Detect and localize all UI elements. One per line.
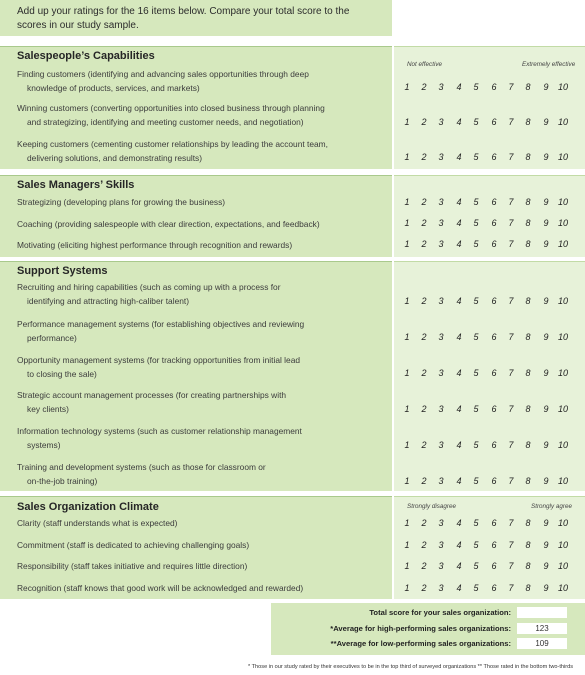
rating-option-8[interactable]: 8 (525, 239, 531, 249)
rating-option-10[interactable]: 10 (557, 583, 568, 593)
rating-option-1[interactable]: 1 (404, 404, 410, 414)
rating-option-6[interactable]: 6 (491, 197, 497, 207)
rating-option-1[interactable]: 1 (404, 117, 410, 127)
item-training-development: Training and development systems (such as those for classroom or on-the-job training) (17, 462, 266, 486)
rating-option-10[interactable]: 10 (557, 440, 568, 450)
rating-option-7[interactable]: 7 (508, 561, 514, 571)
item-finding-customers: Finding customers (identifying and advancing sales opportunities through deep knowledge of products, services, and markets) (17, 69, 309, 93)
rating-option-10[interactable]: 10 (557, 540, 568, 550)
instructions (0, 0, 392, 36)
rating-option-9[interactable]: 9 (543, 239, 549, 249)
rating-option-4[interactable]: 4 (456, 218, 462, 228)
rating-scale[interactable] (399, 368, 577, 382)
rating-option-10[interactable]: 10 (557, 404, 568, 414)
rating-option-5[interactable]: 5 (473, 561, 479, 571)
rating-option-4[interactable]: 4 (456, 518, 462, 528)
rating-option-1[interactable]: 1 (404, 296, 410, 306)
rating-option-9[interactable]: 9 (543, 518, 549, 528)
item-performance-management: Performance management systems (for establishing objectives and reviewing performance) (17, 319, 305, 343)
rating-option-9[interactable]: 9 (543, 218, 549, 228)
rating-option-1[interactable]: 1 (404, 368, 410, 378)
rating-option-3[interactable]: 3 (438, 82, 444, 92)
section-title: Sales Managers’ Skills (17, 179, 135, 191)
rating-option-9[interactable]: 9 (543, 404, 549, 414)
rating-option-6[interactable]: 6 (491, 332, 497, 342)
rating-option-5[interactable]: 5 (473, 518, 479, 528)
rating-option-7[interactable]: 7 (508, 518, 514, 528)
rating-option-2[interactable]: 2 (421, 332, 427, 342)
rating-option-9[interactable]: 9 (543, 476, 549, 486)
rating-option-9[interactable]: 9 (543, 583, 549, 593)
item-information-technology: Information technology systems (such as customer relationship management systems) (17, 426, 302, 450)
rating-option-2[interactable]: 2 (421, 82, 427, 92)
rating-option-9[interactable]: 9 (543, 296, 549, 306)
rating-option-9[interactable]: 9 (543, 197, 549, 207)
rating-option-4[interactable]: 4 (456, 368, 462, 378)
scale-low-label: Strongly disagree (407, 503, 457, 510)
rating-option-1[interactable]: 1 (404, 518, 410, 528)
rating-option-2[interactable]: 2 (421, 518, 427, 528)
rating-option-4[interactable]: 4 (456, 117, 462, 127)
rating-option-4[interactable]: 4 (456, 476, 462, 486)
item-commitment: Commitment (staff is dedicated to achieving challenging goals) (17, 540, 250, 550)
rating-option-3[interactable]: 3 (438, 561, 444, 571)
rating-option-7[interactable]: 7 (508, 440, 514, 450)
rating-option-2[interactable]: 2 (421, 440, 427, 450)
rating-scale[interactable] (399, 296, 577, 310)
rating-option-10[interactable]: 10 (557, 239, 568, 249)
rating-option-4[interactable]: 4 (456, 332, 462, 342)
rating-option-1[interactable]: 1 (404, 561, 410, 571)
rating-option-7[interactable]: 7 (508, 218, 514, 228)
item-responsibility: Responsibility (staff takes initiative and requires little direction) (17, 561, 248, 571)
rating-option-6[interactable]: 6 (491, 518, 497, 528)
rating-option-8[interactable]: 8 (525, 368, 531, 378)
rating-option-6[interactable]: 6 (491, 117, 497, 127)
rating-option-8[interactable]: 8 (525, 296, 531, 306)
rating-scale[interactable] (399, 518, 577, 532)
rating-option-3[interactable]: 3 (438, 197, 444, 207)
rating-option-6[interactable]: 6 (491, 82, 497, 92)
rating-option-3[interactable]: 3 (438, 117, 444, 127)
rating-option-1[interactable]: 1 (404, 440, 410, 450)
rating-scale[interactable] (399, 561, 577, 575)
rating-option-4[interactable]: 4 (456, 197, 462, 207)
rating-option-6[interactable]: 6 (491, 296, 497, 306)
rating-option-10[interactable]: 10 (557, 82, 568, 92)
rating-option-4[interactable]: 4 (456, 239, 462, 249)
rating-option-4[interactable]: 4 (456, 404, 462, 414)
rating-option-1[interactable]: 1 (404, 197, 410, 207)
section-title: Sales Organization Climate (17, 501, 159, 513)
rating-scale[interactable] (399, 82, 577, 96)
rating-option-4[interactable]: 4 (456, 296, 462, 306)
rating-option-2[interactable]: 2 (421, 583, 427, 593)
rating-option-6[interactable]: 6 (491, 368, 497, 378)
rating-option-4[interactable]: 4 (456, 152, 462, 162)
rating-option-3[interactable]: 3 (438, 404, 444, 414)
rating-option-2[interactable]: 2 (421, 296, 427, 306)
item-strategic-account-management: Strategic account management processes (for creating partnerships with key clients) (17, 390, 287, 414)
rating-option-5[interactable]: 5 (473, 197, 479, 207)
section-salespeople-capabilities (0, 44, 585, 169)
rating-option-8[interactable]: 8 (525, 404, 531, 414)
rating-option-7[interactable]: 7 (508, 197, 514, 207)
rating-option-10[interactable]: 10 (557, 218, 568, 228)
rating-scale[interactable] (399, 583, 577, 597)
item-winning-customers: Winning customers (converting opportunities into closed business through planning and strategizing, identifying and meeting customer needs, and negotiation) (17, 103, 325, 127)
rating-option-6[interactable]: 6 (491, 540, 497, 550)
rating-option-10[interactable]: 10 (557, 561, 568, 571)
rating-scale[interactable] (399, 332, 577, 346)
rating-option-1[interactable]: 1 (404, 239, 410, 249)
rating-option-8[interactable]: 8 (525, 82, 531, 92)
total-score-field[interactable] (517, 607, 567, 618)
rating-option-10[interactable]: 10 (557, 332, 568, 342)
rating-option-8[interactable]: 8 (525, 218, 531, 228)
rating-option-9[interactable]: 9 (543, 561, 549, 571)
rating-option-8[interactable]: 8 (525, 197, 531, 207)
rating-option-10[interactable]: 10 (557, 152, 568, 162)
rating-option-8[interactable]: 8 (525, 583, 531, 593)
rating-option-7[interactable]: 7 (508, 540, 514, 550)
rating-option-4[interactable]: 4 (456, 440, 462, 450)
score-totals (271, 603, 585, 655)
rating-option-3[interactable]: 3 (438, 518, 444, 528)
rating-option-9[interactable]: 9 (543, 117, 549, 127)
rating-option-2[interactable]: 2 (421, 368, 427, 378)
rating-option-5[interactable]: 5 (473, 332, 479, 342)
high-performing-average-row (271, 622, 585, 636)
rating-option-10[interactable]: 10 (557, 197, 568, 207)
rating-option-4[interactable]: 4 (456, 82, 462, 92)
rating-option-10[interactable]: 10 (557, 117, 568, 127)
rating-scale[interactable] (399, 197, 577, 211)
rating-option-3[interactable]: 3 (438, 583, 444, 593)
rating-scale[interactable] (399, 404, 577, 418)
rating-option-6[interactable]: 6 (491, 440, 497, 450)
low-performing-average-value: 109 (517, 638, 567, 649)
rating-option-1[interactable]: 1 (404, 82, 410, 92)
high-performing-average-value: 123 (517, 623, 567, 634)
total-score-label: Total score for your sales organization: (369, 608, 511, 617)
rating-option-5[interactable]: 5 (473, 404, 479, 414)
rating-option-3[interactable]: 3 (438, 476, 444, 486)
rating-option-7[interactable]: 7 (508, 117, 514, 127)
rating-option-2[interactable]: 2 (421, 218, 427, 228)
section-title: Support Systems (17, 265, 108, 277)
rating-option-5[interactable]: 5 (473, 296, 479, 306)
rating-option-6[interactable]: 6 (491, 561, 497, 571)
rating-option-7[interactable]: 7 (508, 583, 514, 593)
rating-option-3[interactable]: 3 (438, 368, 444, 378)
scale-high-label: Strongly agree (531, 503, 572, 510)
total-score-row (271, 606, 585, 620)
rating-option-1[interactable]: 1 (404, 540, 410, 550)
instructions-line-1: Add up your ratings for the 16 items below. Compare your total score to the (17, 6, 350, 17)
rating-scale[interactable] (399, 239, 577, 253)
rating-option-1[interactable]: 1 (404, 583, 410, 593)
rating-option-7[interactable]: 7 (508, 476, 514, 486)
rating-option-7[interactable]: 7 (508, 368, 514, 378)
rating-option-3[interactable]: 3 (438, 152, 444, 162)
section-title: Salespeople’s Capabilities (17, 50, 155, 62)
rating-scale[interactable] (399, 476, 577, 490)
rating-option-10[interactable]: 10 (557, 476, 568, 486)
rating-option-5[interactable]: 5 (473, 117, 479, 127)
rating-option-7[interactable]: 7 (508, 152, 514, 162)
rating-option-8[interactable]: 8 (525, 117, 531, 127)
rating-option-2[interactable]: 2 (421, 152, 427, 162)
rating-option-3[interactable]: 3 (438, 332, 444, 342)
rating-option-2[interactable]: 2 (421, 404, 427, 414)
rating-option-3[interactable]: 3 (438, 218, 444, 228)
rating-option-5[interactable]: 5 (473, 82, 479, 92)
rating-option-5[interactable]: 5 (473, 540, 479, 550)
rating-option-10[interactable]: 10 (557, 296, 568, 306)
rating-option-6[interactable]: 6 (491, 583, 497, 593)
rating-option-8[interactable]: 8 (525, 540, 531, 550)
rating-option-10[interactable]: 10 (557, 518, 568, 528)
footnote: * Those in our study rated by their executives to be in the top third of surveyed organizations ** Those rated in the bottom two-thirds (248, 664, 574, 670)
item-recruiting-hiring: Recruiting and hiring capabilities (such as coming up with a process for identifying and attracting high-caliber talent) (17, 282, 281, 306)
item-clarity: Clarity (staff understands what is expected) (17, 518, 178, 528)
rating-option-6[interactable]: 6 (491, 404, 497, 414)
rating-option-1[interactable]: 1 (404, 476, 410, 486)
rating-option-1[interactable]: 1 (404, 332, 410, 342)
rating-option-4[interactable]: 4 (456, 583, 462, 593)
rating-option-6[interactable]: 6 (491, 218, 497, 228)
rating-option-9[interactable]: 9 (543, 332, 549, 342)
item-opportunity-management: Opportunity management systems (for tracking opportunities from initial lead to closing the sale) (17, 355, 301, 379)
rating-option-8[interactable]: 8 (525, 332, 531, 342)
rating-option-3[interactable]: 3 (438, 540, 444, 550)
rating-option-2[interactable]: 2 (421, 540, 427, 550)
instructions-line-2: scores in our study sample. (17, 20, 139, 31)
rating-option-3[interactable]: 3 (438, 440, 444, 450)
low-performing-average-label: **Average for low-performing sales organizations: (330, 639, 511, 648)
rating-option-7[interactable]: 7 (508, 404, 514, 414)
rating-option-7[interactable]: 7 (508, 239, 514, 249)
rating-option-2[interactable]: 2 (421, 561, 427, 571)
rating-option-4[interactable]: 4 (456, 561, 462, 571)
item-motivating: Motivating (eliciting highest performance through recognition and rewards) (17, 240, 293, 250)
rating-option-5[interactable]: 5 (473, 476, 479, 486)
low-performing-average-row (271, 637, 585, 651)
rating-option-2[interactable]: 2 (421, 239, 427, 249)
item-keeping-customers: Keeping customers (cementing customer relationships by leading the account team, delivering solutions, and demonstrating results) (17, 139, 328, 163)
section-sales-managers-skills (0, 173, 585, 257)
scale-low-label: Not effective (407, 61, 442, 68)
rating-option-5[interactable]: 5 (473, 368, 479, 378)
rating-scale[interactable] (399, 440, 577, 454)
rating-option-7[interactable]: 7 (508, 332, 514, 342)
section-support-systems (0, 259, 585, 491)
rating-option-8[interactable]: 8 (525, 561, 531, 571)
scale-high-label: Extremely effective (522, 61, 576, 68)
rating-option-6[interactable]: 6 (491, 476, 497, 486)
rating-scale[interactable] (399, 117, 577, 131)
rating-scale[interactable] (399, 540, 577, 554)
rating-option-3[interactable]: 3 (438, 296, 444, 306)
rating-option-9[interactable]: 9 (543, 152, 549, 162)
rating-option-9[interactable]: 9 (543, 440, 549, 450)
rating-option-7[interactable]: 7 (508, 82, 514, 92)
rating-option-10[interactable]: 10 (557, 368, 568, 378)
item-coaching: Coaching (providing salespeople with clear direction, expectations, and feedback) (17, 219, 320, 229)
rating-option-8[interactable]: 8 (525, 152, 531, 162)
rating-option-9[interactable]: 9 (543, 540, 549, 550)
rating-scale[interactable] (399, 218, 577, 232)
rating-option-1[interactable]: 1 (404, 218, 410, 228)
rating-option-5[interactable]: 5 (473, 152, 479, 162)
rating-option-8[interactable]: 8 (525, 518, 531, 528)
rating-option-8[interactable]: 8 (525, 476, 531, 486)
rating-option-5[interactable]: 5 (473, 239, 479, 249)
rating-option-5[interactable]: 5 (473, 440, 479, 450)
rating-option-5[interactable]: 5 (473, 218, 479, 228)
rating-option-6[interactable]: 6 (491, 152, 497, 162)
rating-option-9[interactable]: 9 (543, 82, 549, 92)
rating-option-9[interactable]: 9 (543, 368, 549, 378)
rating-option-6[interactable]: 6 (491, 239, 497, 249)
item-strategizing: Strategizing (developing plans for growing the business) (17, 197, 226, 207)
rating-option-1[interactable]: 1 (404, 152, 410, 162)
section-sales-organization-climate (0, 494, 585, 599)
rating-option-7[interactable]: 7 (508, 296, 514, 306)
item-recognition: Recognition (staff knows that good work will be acknowledged and rewarded) (17, 583, 304, 593)
rating-option-3[interactable]: 3 (438, 239, 444, 249)
rating-option-2[interactable]: 2 (421, 197, 427, 207)
rating-option-2[interactable]: 2 (421, 476, 427, 486)
rating-option-5[interactable]: 5 (473, 583, 479, 593)
rating-option-4[interactable]: 4 (456, 540, 462, 550)
rating-scale[interactable] (399, 152, 577, 166)
high-performing-average-label: *Average for high-performing sales organizations: (330, 624, 511, 633)
rating-option-2[interactable]: 2 (421, 117, 427, 127)
rating-option-8[interactable]: 8 (525, 440, 531, 450)
